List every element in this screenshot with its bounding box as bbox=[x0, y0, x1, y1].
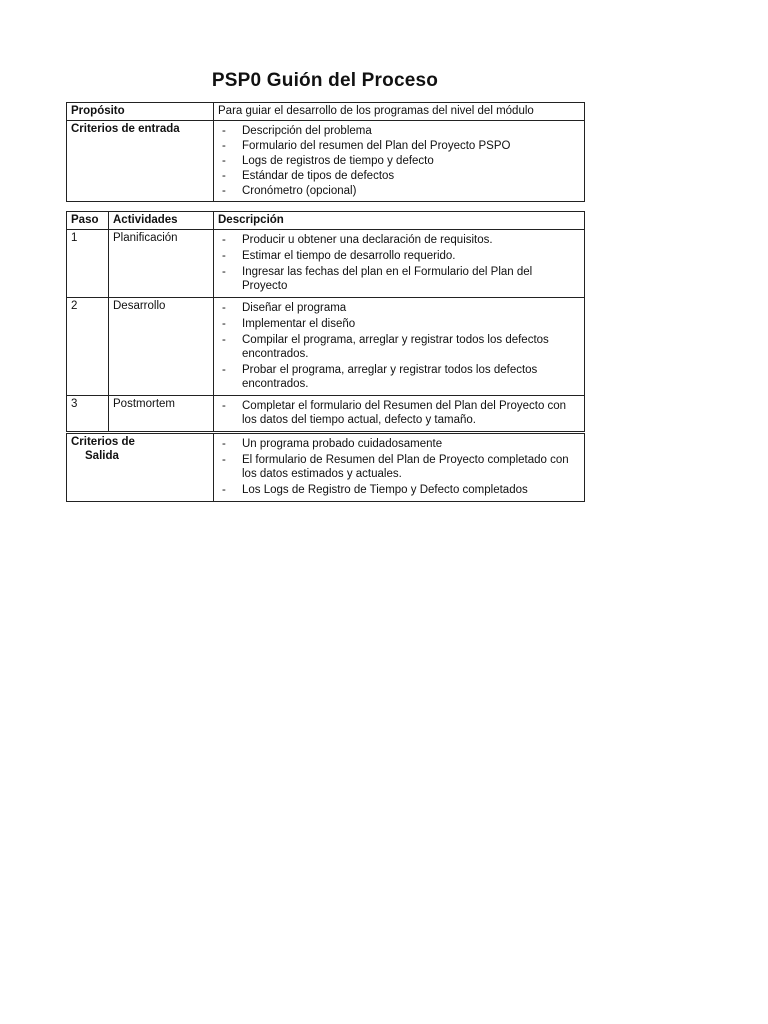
entry-criteria-label: Criterios de entrada bbox=[67, 121, 214, 202]
step-description-list bbox=[218, 231, 580, 293]
table-row bbox=[67, 396, 585, 432]
page-title: PSP0 Guión del Proceso bbox=[211, 70, 439, 91]
entry-criteria-list bbox=[218, 122, 580, 198]
step-number: 1 bbox=[67, 230, 109, 298]
step-number: 3 bbox=[67, 396, 109, 432]
step-description bbox=[214, 396, 585, 432]
step-activity: Desarrollo bbox=[109, 298, 214, 396]
steps-header-row bbox=[67, 212, 585, 230]
step-description-list bbox=[218, 397, 580, 427]
exit-label-line1: Criterios de bbox=[71, 436, 135, 448]
purpose-label: Propósito bbox=[67, 103, 214, 121]
list-item: - Completar el formulario del Resumen del Plan del Proyecto con los datos del tiempo actual, defecto y tamaño. bbox=[218, 399, 580, 427]
step-header: Paso bbox=[67, 212, 109, 230]
step-description bbox=[214, 298, 585, 396]
step-description bbox=[214, 230, 585, 298]
list-item: - Diseñar el programa bbox=[218, 301, 580, 315]
list-item: - Probar el programa, arreglar y registrar todos los defectos encontrados. bbox=[218, 363, 580, 391]
description-header: Descripción bbox=[214, 212, 585, 230]
list-item: - Estándar de tipos de defectos bbox=[218, 169, 580, 183]
list-item: - El formulario de Resumen del Plan de Proyecto completado con los datos estimados y actuales. bbox=[218, 453, 580, 481]
list-item: - Implementar el diseño bbox=[218, 317, 580, 331]
purpose-text: Para guiar el desarrollo de los programas del nivel del módulo bbox=[214, 103, 585, 121]
list-item: - Los Logs de Registro de Tiempo y Defecto completados bbox=[218, 483, 580, 497]
step-number: 2 bbox=[67, 298, 109, 396]
list-item: - Un programa probado cuidadosamente bbox=[218, 437, 580, 451]
list-item: - Logs de registros de tiempo y defecto bbox=[218, 154, 580, 168]
step-activity: Postmortem bbox=[109, 396, 214, 432]
list-item: - Compilar el programa, arreglar y registrar todos los defectos encontrados. bbox=[218, 333, 580, 361]
purpose-row bbox=[67, 103, 585, 121]
table-row bbox=[67, 230, 585, 298]
step-activity: Planificación bbox=[109, 230, 214, 298]
list-item: - Producir u obtener una declaración de requisitos. bbox=[218, 233, 580, 247]
exit-criteria-label bbox=[67, 434, 214, 502]
list-item: - Formulario del resumen del Plan del Proyecto PSPO bbox=[218, 139, 580, 153]
steps-table bbox=[66, 211, 585, 432]
exit-criteria-table bbox=[66, 433, 585, 502]
activity-header: Actividades bbox=[109, 212, 214, 230]
list-item: - Cronómetro (opcional) bbox=[218, 184, 580, 198]
step-description-list bbox=[218, 299, 580, 391]
table-row bbox=[67, 298, 585, 396]
exit-criteria-cell bbox=[214, 434, 585, 502]
exit-criteria-list bbox=[218, 435, 580, 497]
entry-criteria-cell bbox=[214, 121, 585, 202]
list-item: - Estimar el tiempo de desarrollo requerido. bbox=[218, 249, 580, 263]
exit-criteria-row bbox=[67, 434, 585, 502]
entry-criteria-row bbox=[67, 121, 585, 202]
list-item: - Descripción del problema bbox=[218, 124, 580, 138]
exit-label-line2: Salida bbox=[85, 450, 119, 462]
list-item: - Ingresar las fechas del plan en el Formulario del Plan del Proyecto bbox=[218, 265, 580, 293]
purpose-table bbox=[66, 102, 585, 202]
